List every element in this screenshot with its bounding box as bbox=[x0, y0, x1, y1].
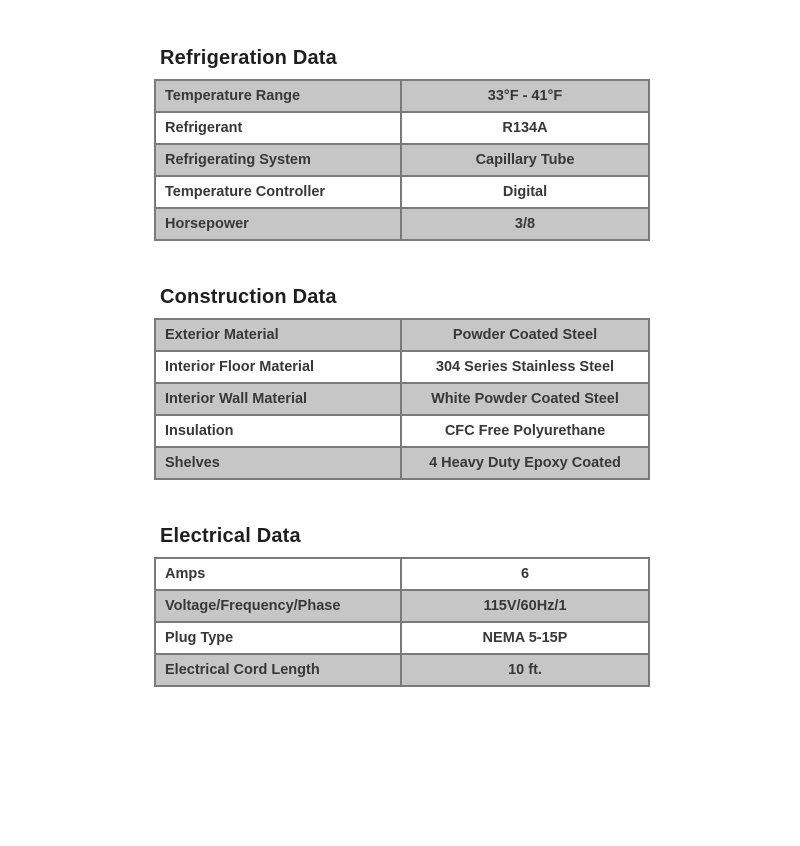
row-label: Amps bbox=[155, 558, 401, 590]
table-row bbox=[155, 112, 649, 144]
section-title: Electrical Data bbox=[160, 525, 301, 547]
table-row bbox=[155, 208, 649, 240]
table-row bbox=[155, 447, 649, 479]
row-label: Temperature Controller bbox=[155, 176, 401, 208]
section-refrigeration-data bbox=[154, 46, 650, 241]
row-value: 10 ft. bbox=[401, 654, 649, 686]
row-value: 304 Series Stainless Steel bbox=[401, 351, 649, 383]
row-label: Refrigerating System bbox=[155, 144, 401, 176]
table-row bbox=[155, 319, 649, 351]
table-row bbox=[155, 558, 649, 590]
row-value: White Powder Coated Steel bbox=[401, 383, 649, 415]
row-value: Capillary Tube bbox=[401, 144, 649, 176]
table-row bbox=[155, 383, 649, 415]
row-value: 33°F - 41°F bbox=[401, 80, 649, 112]
spec-table-body bbox=[155, 558, 649, 686]
spec-table-body bbox=[155, 80, 649, 240]
row-label: Refrigerant bbox=[155, 112, 401, 144]
row-label: Shelves bbox=[155, 447, 401, 479]
row-label: Exterior Material bbox=[155, 319, 401, 351]
table-row bbox=[155, 415, 649, 447]
row-value: 4 Heavy Duty Epoxy Coated bbox=[401, 447, 649, 479]
row-value: Digital bbox=[401, 176, 649, 208]
table-row bbox=[155, 351, 649, 383]
section-construction-data bbox=[154, 285, 650, 480]
row-label: Electrical Cord Length bbox=[155, 654, 401, 686]
row-value: 115V/60Hz/1 bbox=[401, 590, 649, 622]
row-label: Temperature Range bbox=[155, 80, 401, 112]
row-label: Voltage/Frequency/Phase bbox=[155, 590, 401, 622]
row-label: Plug Type bbox=[155, 622, 401, 654]
section-title: Construction Data bbox=[160, 286, 337, 308]
row-value: CFC Free Polyurethane bbox=[401, 415, 649, 447]
table-row bbox=[155, 176, 649, 208]
row-value: Powder Coated Steel bbox=[401, 319, 649, 351]
spec-table bbox=[154, 557, 650, 687]
spec-sheet bbox=[0, 46, 800, 846]
section-electrical-data bbox=[154, 524, 650, 687]
row-value: 6 bbox=[401, 558, 649, 590]
table-row bbox=[155, 622, 649, 654]
spec-table-body bbox=[155, 319, 649, 479]
spec-table bbox=[154, 79, 650, 241]
table-row bbox=[155, 590, 649, 622]
row-label: Interior Floor Material bbox=[155, 351, 401, 383]
section-title: Refrigeration Data bbox=[160, 47, 337, 69]
row-label: Horsepower bbox=[155, 208, 401, 240]
row-label: Interior Wall Material bbox=[155, 383, 401, 415]
table-row bbox=[155, 80, 649, 112]
table-row bbox=[155, 144, 649, 176]
table-row bbox=[155, 654, 649, 686]
row-value: R134A bbox=[401, 112, 649, 144]
row-label: Insulation bbox=[155, 415, 401, 447]
row-value: 3/8 bbox=[401, 208, 649, 240]
row-value: NEMA 5-15P bbox=[401, 622, 649, 654]
spec-table bbox=[154, 318, 650, 480]
